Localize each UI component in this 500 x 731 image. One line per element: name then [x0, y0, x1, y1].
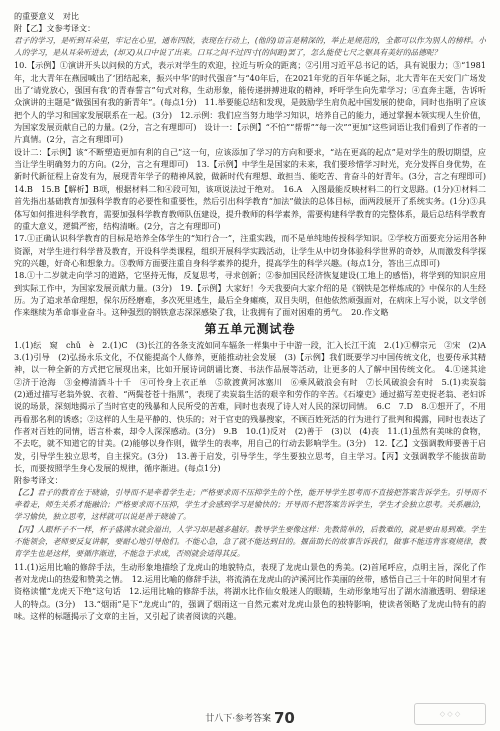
- answer-paragraph: 11.(1)运用比喻的修辞手法，生动形象地描绘了龙虎山的地貌特点，表现了龙虎山景色的秀美。(2)首尾呼应，点明主旨，深化了作者对龙虎山的热爱和赞美之情。 12.运用比喻的修辞手法，将流淌在龙虎山的泸溪河比作美丽的丝带，感悟自己三十年的时间里才有资格读懂“龙虎天下绝”这句话 12.运用比喻的修辞手法，将湖水比作仙女般迷人的眼睛，生动形象地写出了湖水清澈透明、碧绿迷人的特点。(3分) 13.“烟雨”是下“龙虎山”的，强调了烟雨这一自然元素对龙虎山景色的独特影响，使读者领略了龙虎山特有的韵味。这样的标题揭示了文章的主旨，又引起了读者阅读的兴趣。: [14, 561, 486, 622]
- answer-paragraph: 18.①十二岁就走向学习的道路，它坚持无悔，反复思考，寻求创新；②参加国民经济恢复建设(工地上的感悟)，将学到的知识应用到实际工作中，为国家发展贡献力量。(3分) 19.【示例】大家好！今天我要向大家介绍的是《钢铁是怎样炼成的》中保尔的人生经历。为了追求革命理想，保尔历经磨难，多次死里逃生，最后全身瘫痪，双目失明，但他依然顽强面对，在病床上写小说，以文学创作来继续为革命事业奋斗。这种强烈的钢铁意志深深感染了我，让我拥有了面对困难的勇气。 20.作文略: [14, 270, 486, 318]
- answer-paragraph: 17.①正确认识科学教育的目标是培养全体学生的“知行合一”，注重实践，而不是单纯地传授科学知识。②学校方面要充分运用各种资源，对学生进行科学普及教育，开设科学类课程，组织开展科学实践活动，让学生从中切身体验科学世界的奇妙，从而激发科学探究的兴趣，好奇心和想象力。③教师方面要注重自身科学素养的提升，提高学生的科学兴趣。(每点1分，答出三点即可): [14, 233, 486, 268]
- translation-paragraph: 【丙】人跟杯子不一样，杯子盛满水就会溢出，人学习却是越多越好。教导学生要像这样：先教简单的，后教难的，就是要由易到难。学生不能领会，老师要反复讲解，要耐心地引导他们。不能心急，急了就不能达到目的。揠苗助长的故事告诉我们，做事不能违背客观规律，教育学生也是这样，要循序渐进，不能急于求成，否则就会适得其反。: [14, 524, 486, 559]
- page-footer: [0, 709, 500, 727]
- answer-paragraph: 设计二：【示例】该“不断塑造更加有利的自己”这一句，应该添加了学习的方向和要求，“站在更高的起点”是对学生的殷切期望，应当让学生明确努力的方向。(2分，言之有理即可) 13.【示例】中学生是国家的未来，我们要珍惜学习时光，充分发挥自身优势，在新时代新征程上奋发有为，展现青年学子的精神风貌，做新时代有理想、敢担当、能吃苦、肯奋斗的好青年。(3分，言之有理即可) 14.B 15.B【解析】B项，根据材料二和④段可知，该项说法过于绝对。 16.A 入图最能反映材料二的行文思路。(1分)①材料二首先指出基础教育加强科学教育的必要性和重要性，然后引出科学教育“加法”做法的总体目标，面两段展开了系统实务。(1分)③具体写如何推进科学教育，需要加强科学教育教师队伍建设，提升教师的科学素养，需要构建科学教育的完整体系，最后总结科学教育的重大意义，逻辑严密，结构清晰。(2分，言之有理即可): [14, 146, 495, 231]
- page-number: 70: [273, 709, 295, 727]
- translation-paragraph: 君子的学习，是听到耳朵里，牢记在心里，通布四肢，表现在行动上，(他的)语言是精深的，举止是规范的，全都可以作为别人的榜样。小人的学习，是从耳朵听进去，(却又)从口中说了出来。口耳之间不过四寸(的间距)罢了，怎么能使七尺之躯具有美好的品德呢？: [14, 35, 486, 58]
- answer-content: [14, 10, 495, 623]
- footer-label: 廿八下·参考答案: [205, 714, 272, 724]
- answer-paragraph: 附【乙】文参考译文：: [14, 23, 96, 34]
- watermark-stamp: ◇ ◇ ◇: [414, 703, 486, 725]
- section-title: 第五单元测试卷: [204, 321, 296, 336]
- answer-paragraph: 附参考译文：: [14, 475, 63, 486]
- answer-paragraph: 1.(1)纭 窥 chǔ è 2.(1)C (3)长江的各条支流如同车辐条一样集中于中游一段，汇入长江干流 2.(1)①柳宗元 ②宋 (2)A 3.(1)引导 (2)弘扬永乐文化，不仅能提高个人修养，更能推动社会发展 (3)【示例】我们既要学习中国传统文化，也要传承其精神，以一种全新的方式把它展现出来，比如开展诗词朗诵比赛、书法作品展等活动，让更多的人了解中国传统文化。 4.①迷其途 ②济于沧海 ③金樽清酒斗十千 ④可怜身上衣正单 ⑤欲渡黄河冰塞川 ⑥乘风破浪会有时 ⑦长风破浪会有时 5.(1)卖炭翁 (2)通过描写老翁外貌、衣着、“两鬓苍苍十指黑”，表现了卖炭翁生活的艰辛和劳作的辛苦。《石壕吏》通过描写差吏捉老翁、老妇诉说的场景，深刻地揭示了当时官吏的残暴和人民所受的苦难，同时也表现了诗人对人民的深切同情。 6.C 7.D 8.①想开了，不用再看那名利的诱惑；②这样的人生是平静的、快乐的；对于官吏的残暴搜家，不顾百姓死活的行为进行了批判和揭露，同时也表达了作者对百姓的同情，语言朴素，却令人深深感动。(3分) 9.B 10.(1)反对 (2)善于 (3)以 (4)丧 11.(1)虽然有美味的食物，不去吃，就不知道它的甘美。(2)能够以身作则，做学生的表率，用自己的行动去影响学生。(3分) 12.【乙】文强调教师要善于启发，引导学生独立思考，自主探究。(3分) 13.善于启发，引导学生，学生要独立思考，自主学习。【丙】文强调教学不能拔苗助长，而要按照学生身心发展的规律，循序渐进。(每点1分): [14, 339, 495, 474]
- answer-paragraph: 10.【示例】①演讲开头以问候的方式，表示对学生的欢迎，拉近与听众的距离；②引用习近平总书记的话，具有说服力；③“1981年，北大青年在燕园喊出了‘团结起来，振兴中华’的时代强音”与“40年后，在2021年党的百年华诞之际，北大青年在天安门广场发出了‘请党放心，强国有我’的青春誓言”句式对称，生动形象，能传递拼搏进取的精神，呼吁学生向先辈学习；④直奔主题，告诉听众演讲的主题是“做强国有我的新青年”。(每点1分) 11.举要能总结和发现，是鼓励学生肩负起中国发展的使命，同时也指明了应该把个人的学习和国家发展联系在一起。(3分) 12.示例：我们应当努力地学习知识，培养自己的能力，通过掌握本领实现人生价值，为国家发展贡献自己的力量。(2分，言之有理即可) 设计一：【示例】“不怕”“帮帮”“每一次”“更加”这些词语让我们看到了作者的一片真情。(2分，言之有理即可): [14, 60, 486, 145]
- answer-paragraph: 的重要意义 对比: [14, 11, 80, 21]
- translation-paragraph: 【乙】君子的教育在于晓谕，引导而不是牵着学生走；严格要求而不压抑学生的个性，能开导学生思考而不直接把答案告诉学生。引导而不牵着走，师生关系才能融洽；严格要求而不压抑，学生才会感到学习是愉快的；开导而不把答案告诉学生，学生才会独立思考。关系融洽，学习愉快，独立思考，这样就可以说是善于晓谕了。: [14, 487, 486, 522]
